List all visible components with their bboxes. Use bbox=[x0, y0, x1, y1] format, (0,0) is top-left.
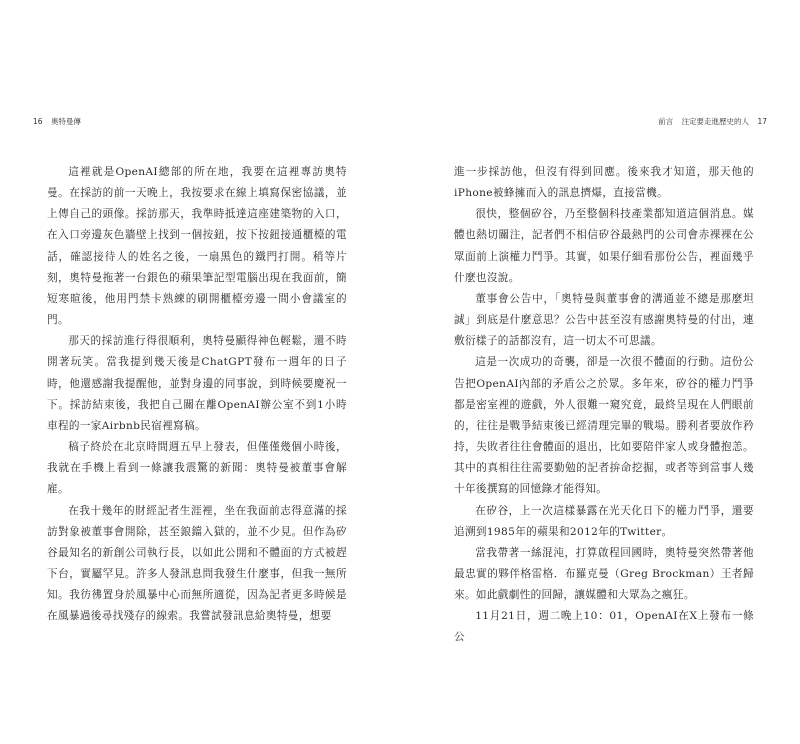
right-page-number: 17 bbox=[757, 117, 767, 126]
paragraph: 這裡就是OpenAI總部的所在地，我要在這裡專訪奧特曼。在採訪的前一天晚上，我按要求在線上填寫保密協議，並上傳自己的頭像。採訪那天，我準時抵達這座建築物的入口，在入口旁邊灰色牆壁上找到一個按鈕，按下按鈕接通櫃檯的電話，確認接待人的姓名之後，一扇黑色的鐵門打開。稍等片刻，奧特曼拖著一台銀色的蘋果筆記型電腦出現在我面前，簡短寒暄後，他用門禁卡熟練的刷開櫃檯旁邊一間小會議室的門。 bbox=[47, 166, 347, 327]
right-body-text bbox=[454, 162, 754, 649]
left-body-text bbox=[47, 162, 347, 627]
paragraph: 在矽谷，上一次這樣暴露在光天化日下的權力鬥爭，還要追溯到1985年的蘋果和2012年的Twitter。 bbox=[454, 504, 754, 538]
paragraph: 董事會公告中，「奧特曼與董事會的溝通並不總是那麼坦誠」到底是什麼意思？公告中甚至沒有感謝奧特曼的付出，連敷衍樣子的話都沒有，這一切太不可思議。 bbox=[454, 292, 754, 348]
left-running-title: 奧特曼傳 bbox=[50, 117, 81, 126]
left-page-number: 16 bbox=[33, 117, 43, 126]
paragraph: 那天的採訪進行得很順利，奧特曼顯得神色輕鬆，還不時開著玩笑。當我提到幾天後是ChatGPT發布一週年的日子時，他還感謝我提醒他，並對身邊的同事說，到時候要慶祝一下。採訪結束後，我把自己關在離OpenAI辦公室不到1小時車程的一家Airbnb民宿裡寫稿。 bbox=[47, 335, 347, 432]
right-page bbox=[400, 0, 800, 744]
paragraph: 進一步採訪他，但沒有得到回應。後來我才知道，那天他的iPhone被蜂擁而入的訊息擠爆，直接當機。 bbox=[454, 166, 754, 200]
left-running-head bbox=[33, 116, 81, 127]
paragraph: 很快，整個矽谷，乃至整個科技產業都知道這個消息。媒體也熱切關注，記者們不相信矽谷最熱門的公司會赤裸裸在公眾面前上演權力鬥爭。其實，如果仔細看那份公告，裡面幾乎什麼也沒說。 bbox=[454, 208, 754, 284]
paragraph: 稿子終於在北京時間週五早上發表，但僅僅幾個小時後，我就在手機上看到一條讓我震驚的新聞：奧特曼被董事會解雇。 bbox=[47, 441, 347, 496]
paragraph: 這是一次成功的奇襲，卻是一次很不體面的行動。這份公告把OpenAI內部的矛盾公之於眾。多年來，矽谷的權力鬥爭都是密室裡的遊戲，外人很難一窺究竟，最終呈現在人們眼前的，往往是戰爭結束後已經清理完畢的戰場。勝利者要放作矜持，失敗者往往會體面的退出，比如要陪伴家人或身體抱恙。其中的真相往往需要勤勉的記者拚命挖掘，或者等到當事人幾十年後撰寫的回憶錄才能得知。 bbox=[454, 356, 754, 496]
paragraph: 當我帶著一絲混沌，打算啟程回國時，奧特曼突然帶著他最忠實的夥伴格雷格．布羅克曼（Greg Brockman）王者歸來。如此戲劇性的回歸，讓媒體和大眾為之瘋狂。 bbox=[454, 546, 754, 602]
right-chapter-label: 前言 bbox=[658, 117, 674, 126]
paragraph: 在我十幾年的財經記者生涯裡，坐在我面前志得意滿的採訪對象被董事會開除，甚至鋃鐺入獄的，並不少見。但作為矽谷最知名的新創公司執行長，以如此公開和不體面的方式被趕下台，實屬罕見。許多人發訊息問我發生什麼事，但我一無所知。我彷彿置身於風暴中心而無所適從，因為記者更多時候是在風暴過後尋找殘存的線索。我嘗試發訊息給奧特曼，想要 bbox=[47, 504, 347, 623]
paragraph: 11月21日，週二晚上10：01，OpenAI在X上發布一條公 bbox=[454, 610, 754, 644]
right-running-title: 注定要走進歷史的人 bbox=[681, 117, 750, 126]
right-running-head bbox=[658, 116, 767, 127]
